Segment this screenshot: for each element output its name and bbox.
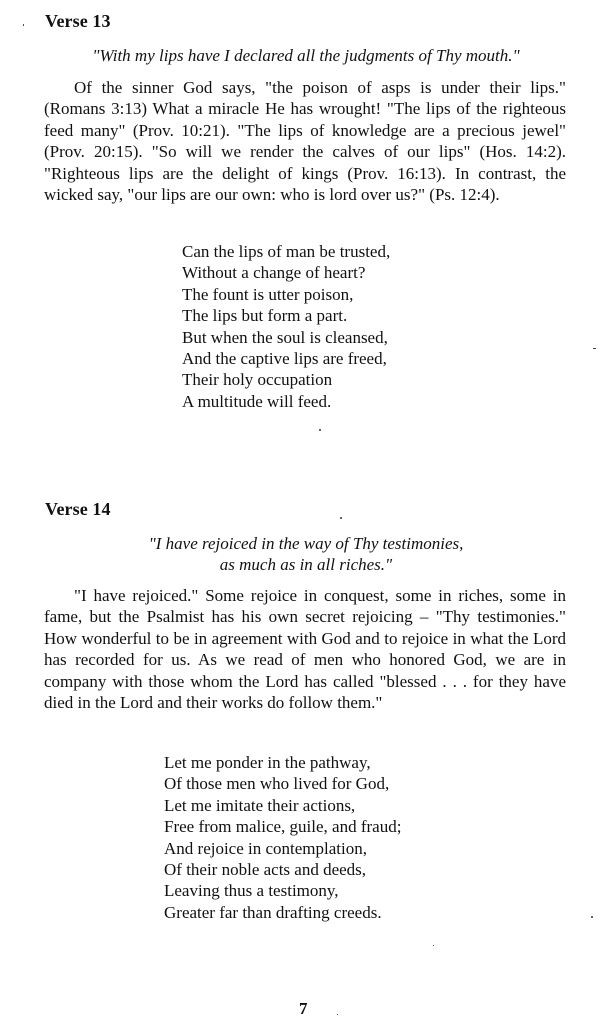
scripture-line: as much as in all riches." [219, 555, 393, 574]
verse-13-heading: Verse 13 [45, 11, 111, 31]
verse-13-commentary [44, 77, 566, 205]
scan-speck [593, 348, 596, 349]
poem-line: The lips but form a part. [182, 306, 348, 326]
scripture-line: "With my lips have I declared all the judgments of Thy mouth." [92, 46, 520, 65]
verse-14-commentary [44, 585, 566, 713]
poem-line: Without a change of heart? [182, 263, 366, 283]
commentary-text: Of the sinner God says, "the poison of asps is under their lips." (Romans 3:13) What a miracle He has wrought! "The lips of the righteous feed many" (Prov. 10:21). "The lips of knowledge are a precious jewel" (Prov. 20:15). "So will we render the calves of our lips" (Hos. 14:2). "Righteous lips are the delight of kings (Prov. 16:13). In contrast, the wicked say, "our lips are our own: who is lord over us?" (Ps. 12:4). [44, 78, 566, 205]
poem-line: The fount is utter poison, [182, 284, 354, 304]
poem-line: Greater far than drafting creeds. [164, 902, 382, 922]
scan-speck [433, 945, 434, 946]
poem-line: And the captive lips are freed, [182, 349, 387, 369]
poem-line: Of their noble acts and deeds, [164, 860, 367, 880]
poem-line: But when the soul is cleansed, [182, 327, 388, 347]
poem-line: Can the lips of man be trusted, [182, 242, 391, 261]
commentary-text: "I have rejoiced." Some rejoice in conquest, some in riches, some in fame, but the Psalmist has his own secret rejoicing – "Thy testimonies." How wonderful to be in agreement with God and to rejoice in what the Lord has recorded for us. As we read of men who honored God, we are in company with those whom the Lord has called "blessed . . . for they have died in the Lord and their works do follow them." [44, 586, 566, 713]
poem-line: A multitude will feed. [182, 391, 332, 411]
page-number: 7 [299, 999, 308, 1018]
poem-line: Let me imitate their actions, [164, 795, 356, 815]
poem-line: Let me ponder in the pathway, [164, 753, 371, 772]
scan-speck [23, 24, 24, 26]
poem-line: And rejoice in contemplation, [164, 838, 367, 858]
verse-14-scripture [45, 533, 567, 575]
scan-speck [591, 916, 593, 918]
verse-14-heading: Verse 14 [45, 499, 111, 519]
poem-line: Free from malice, guile, and fraud; [164, 817, 402, 837]
poem-line: Of those men who lived for God, [164, 774, 390, 794]
verse-13-scripture [45, 45, 567, 66]
scan-speck [340, 517, 342, 519]
scan-speck [337, 1014, 338, 1015]
poem-line: Leaving thus a testimony, [164, 881, 339, 901]
verse-13-poem [182, 241, 390, 412]
scan-speck [319, 429, 321, 431]
scripture-line: "I have rejoiced in the way of Thy testimonies, [148, 534, 464, 553]
poem-line: Their holy occupation [182, 370, 333, 390]
verse-14-poem [164, 752, 401, 923]
